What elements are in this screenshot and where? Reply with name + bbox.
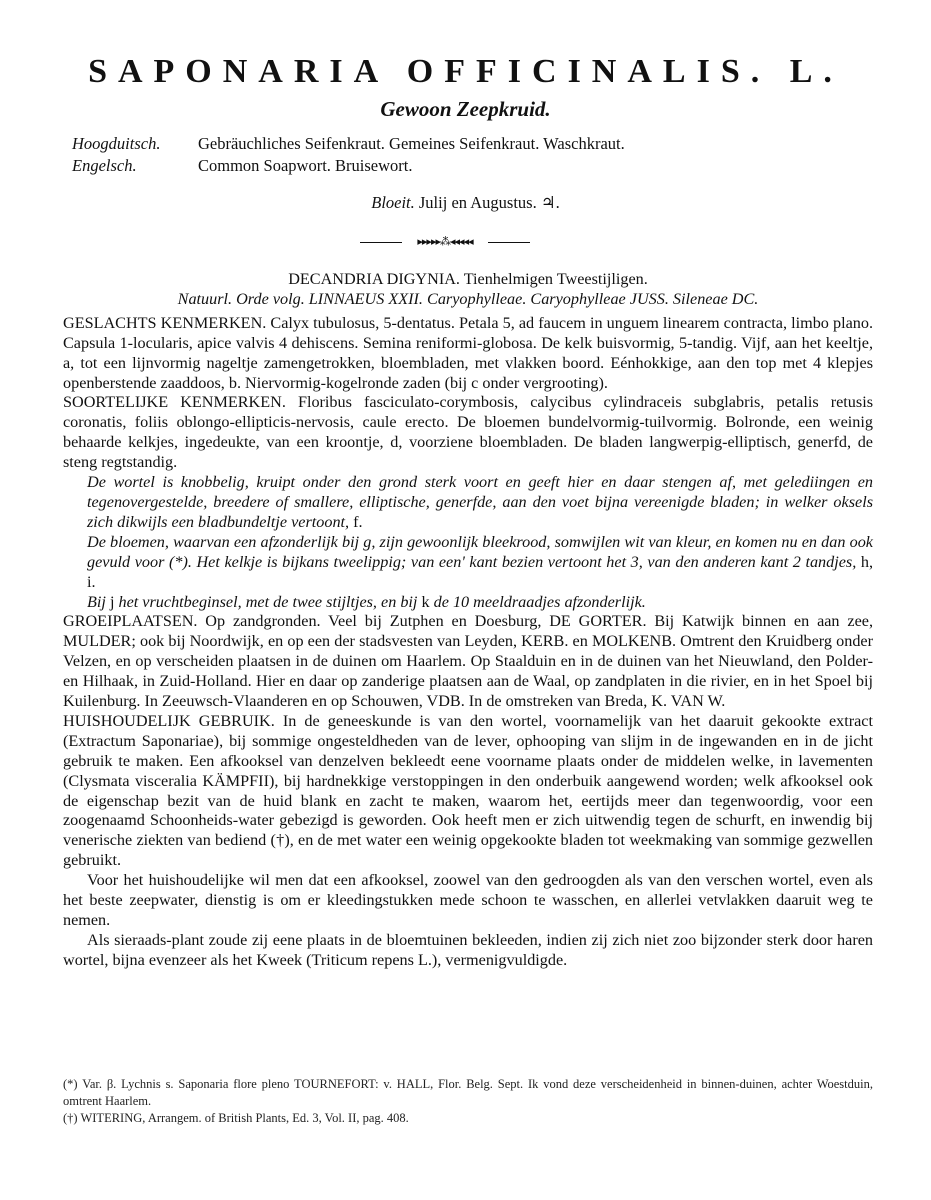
figure-ref: h, i. bbox=[87, 552, 874, 591]
natural-order-line: Natuurl. Orde volg. LINNAEUS XXII. Caryophylleae. Caryophylleae JUSS. Sileneae DC. bbox=[177, 289, 759, 308]
ornamental-paragraph: Als sieraads-plant zoude zij eene plaats in de bloemtuinen bekleeden, indien zij zich niet zoo bijzonder sterk door haren wortel, bijna evenzeer als het Kweek (Triticum repens L.), vermenigvuldigde. bbox=[63, 930, 873, 969]
figure-ref: f. bbox=[349, 512, 363, 531]
page-title: SAPONARIA OFFICINALIS. L. bbox=[88, 53, 843, 90]
vernacular-names bbox=[72, 133, 625, 177]
flowering-months: Julij en Augustus. bbox=[418, 193, 537, 212]
names-row-german bbox=[72, 133, 625, 155]
flowering-line bbox=[0, 193, 931, 213]
article-body bbox=[63, 270, 873, 971]
description-text: Bij bbox=[87, 592, 110, 611]
language-label: Hoogduitsch. bbox=[72, 134, 161, 153]
household-use: HUISHOUDELIJK GEBRUIK. In de geneeskunde is van den wortel, voornamelijk van het daaruit gekookte extract (Extractum Saponariae), bij sommige ongesteldheden van de lever, ophooping van slijm in de ingewanden en in de jicht gebruik te maken. Een afkooksel van denzelven bekleedt eene voorname plaats onder de middelen welke, in lavementen (Clysmata visceralia KÄMPFII), bij hardnekkige verstoppingen in den onderbuik aangewend worden; welk afkooksel ook de eigenschap bezit van de huid blank en zacht te maken, waarom het, eertijds meer dan tegenwoordig, voor een zoogenaamd Schoonheids-water gebezigd is geworden. Ook heeft men er zich uitwendig tegen de schurft, en inwendig bij venerische ziekten van bediend (†), en de met water een weinig opgekookte bladen tot weekmaking van sommige gezwellen gebruikt. bbox=[63, 711, 873, 870]
description-text: De bloemen, waarvan een afzonderlijk bij g, zijn gewoonlijk bleekrood, somwijlen wit van kleur, en komen nu en dan ook gevuld voor (*). Het kelkje is bijkans tweelippig; van een' kant bezien vertoont het 3, van den anderen kant 2 tandjes, bbox=[87, 532, 873, 571]
footnote: (†) WITERING, Arrangem. of British Plants, Ed. 3, Vol. II, pag. 408. bbox=[63, 1111, 409, 1125]
name-list: Common Soapwort. Bruisewort. bbox=[198, 156, 413, 175]
description-root bbox=[87, 473, 873, 533]
genus-characters: GESLACHTS KENMERKEN. Calyx tubulosus, 5-dentatus. Petala 5, ad faucem in unguem linearem contracta, limbo plano. Capsula 1-locularis, apice valvis 4 dehiscens. Semina reniformi-globosa. De kelk buisvormig, 5-tandig. Vijf, aan het keeltje, a, tot een lijnvormig nageltje zamengetrokken, bloembladen, met vlakken boord. Eénhokkige, aan den top met 4 klepjes openberstende zaaddoos, b. Niervormig-kogelronde zaden (bij c onder vergrooting). bbox=[63, 313, 873, 392]
names-row-english bbox=[72, 155, 625, 177]
description-text: de 10 meeldraadjes afzonderlijk. bbox=[429, 592, 646, 611]
perennial-symbol: ♃. bbox=[540, 193, 560, 212]
figure-ref: j bbox=[109, 592, 115, 611]
species-characters: SOORTELIJKE KENMERKEN. Floribus fasciculato-corymbosis, calycibus cylindraceis subglabris, petalis retusis coronatis, foliis oblongo-ellipticis-nervosis, caule erecto. De bloemen bundelvormig-tuilvormig. Bolronde, een weinig behaarde kelkjes, ingedeukte, van een kroontje, d, voorziene bloembladen. De bladen langwerpig-elliptisch, generfd, de steng regtstandig. bbox=[63, 393, 873, 472]
name-list: Gebräuchliches Seifenkraut. Gemeines Seifenkraut. Waschkraut. bbox=[198, 134, 625, 153]
divider-line-right bbox=[488, 242, 530, 243]
habitats: GROEIPLAATSEN. Op zandgronden. Veel bij Zutphen en Doesburg, DE GORTER. Bij Katwijk binnen en aan zee, MULDER; ook bij Noordwijk, en op een der stadsvesten van Leyden, KERB. en MOLKENB. Omtrent den Kruidberg onder Velzen, en op verscheiden plaatsen in de duinen om Haarlem. Op Staalduin en in de duinen van het Nieuwland, den Polder- en Hilhaak, in Zuid-Holland. Hier en daar op zanderige plaatsen aan de Waal, op zandplaten in die rivier, en in het Spoel bij Kuilenburg. In Zeeuwsch-Vlaanderen en op Schouwen, VDB. In de omstreken van Breda, K. VAN W. bbox=[63, 612, 873, 711]
description-text: De wortel is knobbelig, kruipt onder den grond sterk voort en geeft hier en daar stengen af, met gelediingen en tegenovergestelde, breedere of smallere, elliptische, generfde, aan den voet bijna vereenigde bladen; in welker oksels zich dikwijls een bladbundeltje vertoont, bbox=[87, 473, 873, 531]
description-flowers bbox=[87, 533, 873, 593]
ornament-divider bbox=[360, 234, 530, 250]
classification-line: DECANDRIA DIGYNIA. Tienhelmigen Tweestijligen. bbox=[288, 270, 648, 288]
description-ovary bbox=[87, 593, 873, 613]
footnotes bbox=[63, 1076, 873, 1127]
divider-line-left bbox=[360, 242, 402, 243]
footnote: (*) Var. β. Lychnis s. Saponaria flore pleno TOURNEFORT: v. HALL, Flor. Belg. Sept. Ik vond deze verscheidenheid in binnen-duinen, achter Woestduin, omtrent Haarlem. bbox=[63, 1077, 873, 1108]
ornament-glyphs: ▸▸▸▸▸⁂◂◂◂◂◂ bbox=[417, 236, 473, 248]
flowering-label: Bloeit. bbox=[371, 193, 415, 212]
description-text: het vruchtbeginsel, met de twee stijltjes, en bij bbox=[114, 592, 422, 611]
figure-ref: k bbox=[421, 592, 430, 611]
household-paragraph: Voor het huishoudelijke wil men dat een afkooksel, zoowel van den gedroogden als van den verschen wortel, even als het beste zeepwater, dienstig is om er kleedingstukken mede schoon te wasschen, en allerlei vetvlakken daaruit weg te nemen. bbox=[63, 871, 873, 929]
page-subtitle: Gewoon Zeepkruid. bbox=[380, 97, 551, 121]
language-label: Engelsch. bbox=[72, 156, 137, 175]
